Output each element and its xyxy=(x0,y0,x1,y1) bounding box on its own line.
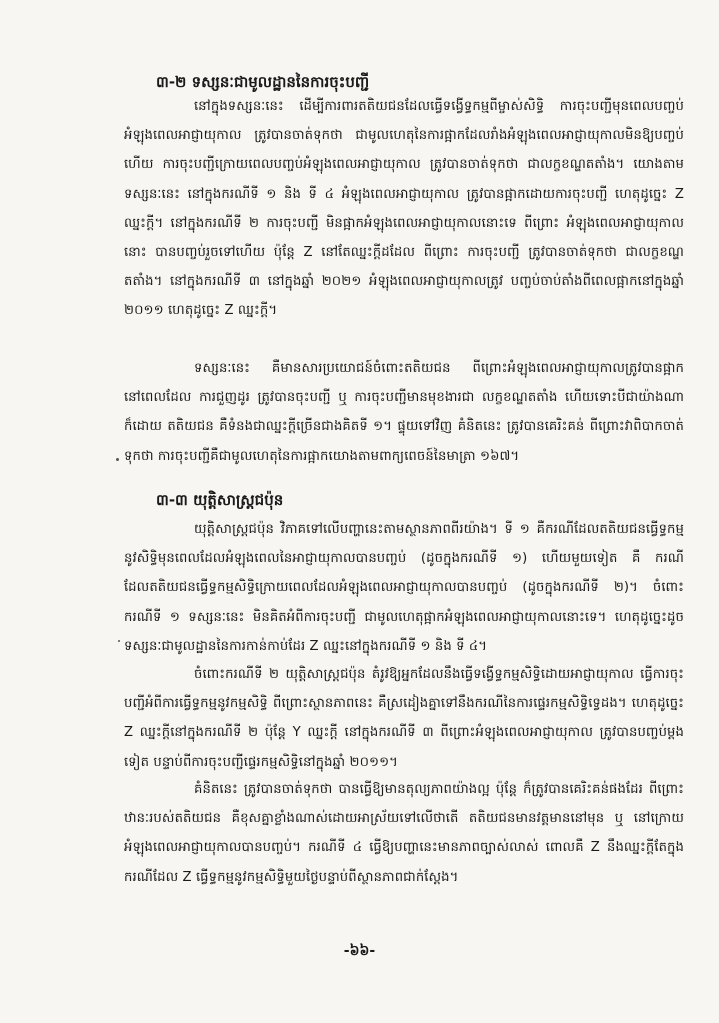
section-heading-3-2: ៣-២ ទស្សនៈជាមូលដ្ឋាននៃការចុះបញ្ជី xyxy=(156,73,370,91)
section-3-2-paragraph-1: នៅក្នុងទស្សនៈនេះ ដើម្បីការពារតតិយជនដែលធ្វើទង្វើទ្ធកម្មពីម្ចាស់សិទ្ធិ ការចុះបញ្ជីមុនពេលបញ្ចប់អំឡុងពេលអាជ្ញាយុកាល ត្រូវបានចាត់ទុកថា ជាមូលហេតុនៃការផ្អាកដែលរាំងអំឡុងពេលអាជ្ញាយុកាលមិនឱ្យបញ្ចប់ ហើយ ការចុះបញ្ជីក្រោយពេលបញ្ចប់អំឡុងពេលអាជ្ញាយុកាល ត្រូវបានចាត់ទុកថា ជាលក្ខខណ្ឌតតាំង។ យោងតាមទស្សនៈនេះ នៅក្នុងករណីទី ១ និង ទី ៤ អំឡុងពេលអាជ្ញាយុកាល ត្រូវបានផ្អាកដោយការចុះបញ្ជី ហេតុដូច្នេះ Z ឈ្នះក្តី។ នៅក្នុងករណីទី ២ ការចុះបញ្ជី មិនផ្អាកអំឡុងពេលអាជ្ញាយុកាលនោះទេ ពីព្រោះ អំឡុងពេលអាជ្ញាយុកាលនោះ បានបញ្ចប់រួចទៅហើយ ប៉ុន្តែ Z នៅតែឈ្នះក្តីដដែល ពីព្រោះ ការចុះបញ្ជី ត្រូវបានចាត់ទុកថា ជាលក្ខខណ្ឌតតាំង។ នៅក្នុងករណីទី ៣ នៅក្នុងឆ្នាំ ២០២១ អំឡុងពេលអាជ្ញាយុកាលត្រូវ បញ្ចប់ចាប់តាំងពីពេលផ្អាកនៅក្នុងឆ្នាំ ២០១១ ហេតុដូច្នេះ Z ឈ្នះក្តី។ xyxy=(124,99,684,319)
section-3-3-paragraph-2: ចំពោះករណីទី ២ យុត្តិសាស្ត្រជប៉ុន តំរូវឱ្យអ្នកដែលនឹងធ្វើទង្វើទ្ធកម្មសិទ្ធិដោយអាជ្ញាយុកាល ធ្វើការចុះបញ្ជីអំពីការធ្វើទ្ធកម្មនូវកម្មសិទ្ធិ ពីព្រោះស្ថានភាពនេះ គឺស្រដៀងគ្នាទៅនឹងករណីនៃការផ្ទេរកម្មសិទ្ធិទ្វេដង។ ហេតុដូច្នេះ Z ឈ្នះក្តីនៅក្នុងករណីទី ២ ប៉ុន្តែ Y ឈ្នះក្តី នៅក្នុងករណីទី ៣ ពីព្រោះអំឡុងពេលអាជ្ញាយុកាល ត្រូវបានបញ្ចប់ម្តងទៀត បន្ទាប់ពីការចុះបញ្ជីផ្ទេរកម្មសិទ្ធិនៅក្នុងឆ្នាំ ២០១១។ xyxy=(124,667,684,770)
section-3-3-paragraph-1: យុត្តិសាស្ត្រជប៉ុន វិភាគទៅលើបញ្ហានេះតាមស្ថានភាពពីរយ៉ាង។ ទី ១ គឺករណីដែលតតិយជនធ្វើទ្ធកម្មនូវសិទ្ធិមុនពេលដែលអំឡុងពេលនៃអាជ្ញាយុកាលបានបញ្ចប់ (ដូចក្នុងករណីទី ១) ហើយមួយទៀត គឺ ករណីដែលតតិយជនធ្វើទ្ធកម្មសិទ្ធិក្រោយពេលដែលអំឡុងពេលអាជ្ញាយុកាលបានបញ្ចប់ (ដូចក្នុងករណីទី ២)។ ចំពោះករណីទី ១ ទស្សនៈនេះ មិនគិតអំពីការចុះបញ្ជី ជាមូលហេតុផ្អាកអំឡុងពេលអាជ្ញាយុកាលនោះទេ។ ហេតុដូច្នេះដូច ទស្សនៈជាមូលដ្ឋាននៃការកាន់កាប់ដែរ Z ឈ្នះនៅក្នុងករណីទី ១ និង ទី ៤។ xyxy=(124,522,684,654)
scan-speck xyxy=(116,458,119,461)
section-heading-3-3: ៣-៣ យុត្តិសាស្ត្រជប៉ុន xyxy=(156,491,284,509)
page-number: -៦៦- xyxy=(343,943,376,959)
section-3-2-paragraph-2: ទស្សនៈនេះ គឺមានសារប្រយោជន៍ចំពោះតតិយជន ពីព្រោះអំឡុងពេលអាជ្ញាយុកាលត្រូវបានផ្អាកនៅពេលដែល ការជួញដូរ ត្រូវបានចុះបញ្ជី ឬ ការចុះបញ្ជីមានមុខងារជា លក្ខខណ្ឌតតាំង ហើយទោះបីជាយ៉ាងណាក៏ដោយ តតិយជន គឺទំនងជាឈ្នះក្តីច្រើនជាងគិតទី ១។ ផ្ទុយទៅវិញ គំនិតនេះ ត្រូវបានគេរិះគន់ ពីព្រោះវាពិបាកចាត់ទុកថា ការចុះបញ្ជីគឺជាមូលហេតុនៃការផ្អាកយោងតាមពាក្យពេចន៍នៃមាត្រា ១៦៧។ xyxy=(124,361,684,464)
section-3-3-paragraph-3: គំនិតនេះ ត្រូវបានចាត់ទុកថា បានធ្វើឱ្យមានតុល្យភាពយ៉ាងល្អ ប៉ុន្តែ ក៏ត្រូវបានគេរិះគន់ផងដែរ ពីព្រោះឋានៈរបស់តតិយជន គឺខុសគ្នាខ្លាំងណាស់ដោយអាស្រ័យទៅលើថាតើ តតិយជនមានវត្តមាននៅមុន ឬ នៅក្រោយអំឡុងពេលអាជ្ញាយុកាលបានបញ្ចប់។ ករណីទី ៤ ធ្វើឱ្យបញ្ហានេះមានភាពច្បាស់លាស់ ពោលគឺ Z នឹងឈ្នះក្តីតែក្នុងករណីដែល Z ធ្វើទ្ធកម្មនូវកម្មសិទ្ធិមួយថ្ងៃបន្ទាប់ពីស្ថានភាពជាក់ស្តែង។ xyxy=(124,782,684,885)
scan-speck xyxy=(118,640,120,642)
